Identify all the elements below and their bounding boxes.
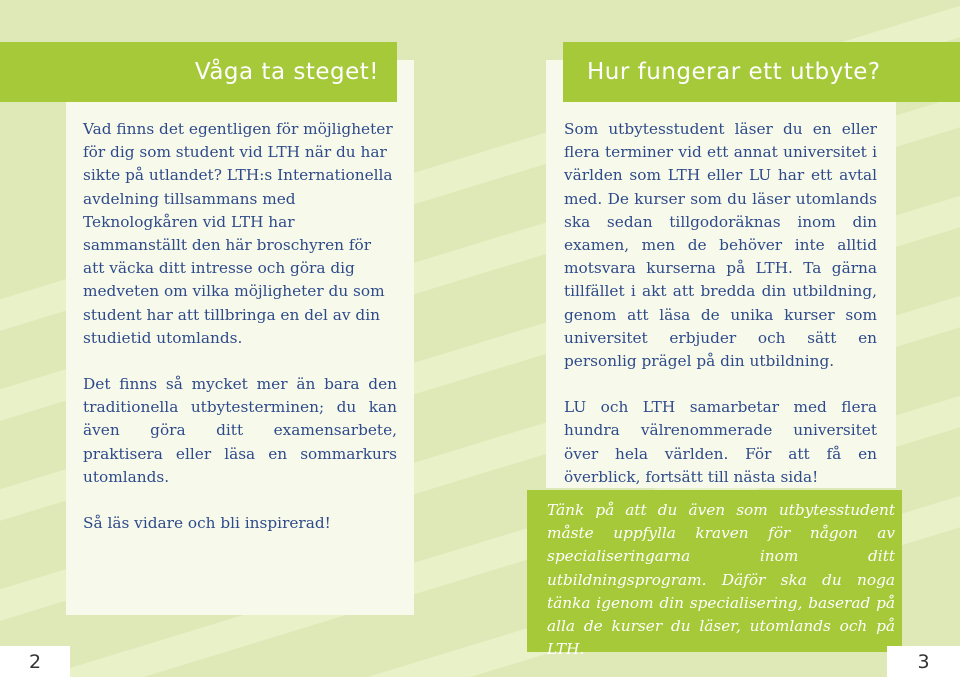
left-body-text — [83, 118, 397, 558]
right-title-bar — [563, 42, 960, 102]
left-paragraph-1: Vad finns det egentligen för möjligheter för dig som student vid LTH när du har sikte på utlandet? LTH:s Internationella avdelning tillsammans med Teknologkåren vid LTH har sammanställt den här broschyren för att väcka ditt intresse och göra dig medveten om vilka möjligheter du som student har att tillbringa en del av din studietid utomlands. — [83, 120, 393, 347]
right-paragraph-2: LU och LTH samarbetar med flera hundra välrenommerade universitet över hela världen. För att få en överblick, fortsätt till nästa sida! — [564, 398, 877, 486]
right-body-text — [564, 118, 877, 512]
left-page-number-label: 2 — [28, 650, 42, 673]
left-paragraph-2: Det finns så mycket mer än bara den traditionella utbytesterminen; du kan även göra ditt examensarbete, praktisera eller läsa en sommarkurs utomlands. — [83, 375, 397, 486]
left-page-number — [0, 646, 70, 677]
right-title: Hur fungerar ett utbyte? — [587, 59, 881, 85]
right-page-number-label: 3 — [917, 650, 930, 673]
left-paragraph-3: Så läs vidare och bli inspirerad! — [83, 514, 331, 533]
left-title: Våga ta steget! — [194, 59, 379, 85]
tip-callout-text: Tänk på att du även som utbytesstudent måste uppfylla kraven för någon av specialiseringarna inom ditt utbildningsprogram. Däför ska du noga tänka igenom din specialisering, baserad på alla de kurser du läser, utomlands och på LTH. — [547, 501, 895, 659]
left-title-bar — [0, 42, 397, 102]
right-paragraph-1: Som utbytesstudent läser du en eller flera terminer vid ett annat universitet i världen som LTH eller LU har ett avtal med. De kurser som du läser utomlands ska sedan tillgodoräknas inom din examen, men de behöver inte alltid motsvara kurserna på LTH. Ta gärna tillfället i akt att bredda din utbildning, genom att läsa de unika kurser som universitet erbjuder och sätt en personlig prägel på din utbildning. — [564, 120, 877, 371]
right-page-number — [887, 646, 960, 677]
